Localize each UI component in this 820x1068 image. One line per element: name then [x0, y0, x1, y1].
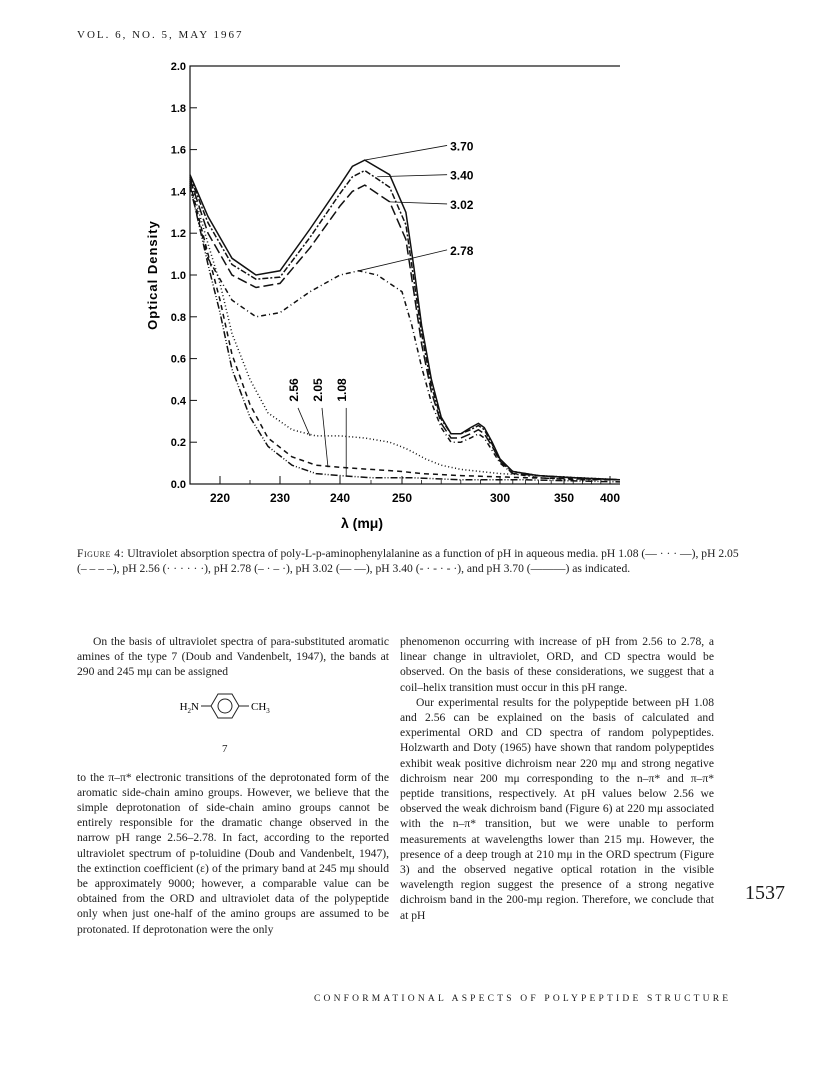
y-tick-label: 1.4: [170, 186, 186, 199]
y-tick-label: 1.8: [170, 102, 186, 115]
series-line-ph-3-40: [190, 168, 620, 480]
y-tick-label: 0.4: [170, 395, 186, 408]
structure-right-group: $CH_3$: [251, 700, 270, 715]
series-label-ph-2-05: 2.05: [311, 378, 325, 402]
series-label-ph-3-02: 3.02: [450, 197, 474, 212]
structure-left-group: $H_2N$: [179, 700, 199, 715]
plot-frame: [190, 66, 620, 484]
label-leader: [377, 175, 447, 177]
label-leader: [322, 408, 328, 467]
caption-text: Ultraviolet absorption spectra of poly-L-p-aminophenylalanine as a function of pH in aqueous media. pH 1.08 (— · · · —), pH 2.05 (– – – –), pH 2.56 (· · · · · ·), pH 2.78 (– · – ·), pH 3.02 (— —), pH 3.40 (- · - · - ·), and pH 3.70 (———) as indicated.: [77, 547, 739, 575]
structure-number: 7: [222, 742, 228, 755]
y-tick-label: 0.8: [170, 311, 186, 324]
x-tick-label: 400: [599, 491, 620, 505]
y-tick-label: 0.6: [170, 353, 186, 366]
x-tick-label: 240: [329, 491, 351, 505]
right-column: [400, 634, 714, 923]
series-label-ph-2-56: 2.56: [287, 378, 301, 402]
x-axis-label: λ (mμ): [340, 515, 384, 531]
x-tick-label: 300: [489, 491, 511, 505]
y-axis-label: Optical Density: [145, 220, 160, 330]
structure-7: [77, 684, 389, 768]
left-column: [77, 634, 389, 937]
series-label-ph-3-70: 3.70: [450, 139, 474, 154]
series-line-ph-2-78: [190, 187, 620, 480]
label-leader: [365, 145, 447, 160]
x-tick-label: 350: [553, 491, 575, 505]
right-paragraph-2: Our experimental results for the polypeptide between pH 1.08 and 2.56 can be explained on the basis of calculated and experimental ORD and CD spectra of random polypeptides. Holzwarth and Doty (1965) have shown that random polypeptides exhibit weak positive dichroism near 220 mμ and strong negative dichroism near 200 mμ corresponding to the n–π* and π–π* peptide transitions, respectively. At pH values below 2.56 we observed the weak dichroism band (Figure 6) at 220 mμ associated with the n–π* transition, but we were unable to perform measurements at wavelengths lower than 215 mμ. However, the presence of a deep trough at 210 mμ in the ORD spectrum (Figure 3) and the observed negative optical rotation in the visible wavelength region suggest the presence of a strong negative dichroism band in the 200-mμ region. Therefore, we conclude that at pH: [400, 695, 714, 922]
left-paragraph-1: On the basis of ultraviolet spectra of para-substituted aromatic amines of the type 7 (Doub and Vandenbelt, 1947), the bands at 290 and 245 mμ can be assigned: [77, 635, 389, 679]
series-line-ph-2-05: [190, 183, 620, 480]
running-foot: CONFORMATIONAL ASPECTS OF POLYPEPTIDE STRUCTURE: [314, 994, 732, 1004]
uv-absorption-chart: [140, 58, 620, 538]
caption-label: Figure 4:: [77, 547, 125, 560]
x-tick-label: 230: [269, 491, 291, 505]
y-tick-label: 2.0: [170, 61, 186, 73]
series-line-ph-3-70: [190, 160, 620, 480]
y-tick-label: 0.0: [170, 479, 186, 491]
series-line-ph-2-56: [190, 181, 620, 480]
series-label-ph-2-78: 2.78: [450, 243, 474, 258]
label-leader: [390, 202, 447, 204]
running-head: VOL. 6, NO. 5, MAY 1967: [77, 29, 244, 41]
x-tick-label: 250: [391, 491, 413, 505]
y-tick-label: 1.0: [170, 270, 186, 282]
label-leader: [359, 250, 447, 271]
y-tick-label: 1.2: [170, 228, 186, 241]
right-paragraph-1: phenomenon occurring with increase of pH from 2.56 to 2.78, a linear change in ultraviolet, ORD, and CD spectra would be observed. On the basis of these considerations, we suggest that a coil–helix transition must occur in this pH range.: [400, 635, 714, 694]
label-leader: [298, 408, 310, 436]
figure-caption: [77, 546, 745, 576]
series-line-ph-1-08: [190, 185, 620, 482]
y-tick-label: 0.2: [170, 437, 186, 450]
page-number: 1537: [745, 882, 785, 904]
left-paragraph-2: to the π–π* electronic transitions of the deprotonated form of the aromatic side-chain amino groups. However, we believe that the simple deprotonation of side-chain amino groups cannot be entirely responsible for the dramatic change observed in the narrow pH range 2.56–2.78. In fact, according to the reported ultraviolet spectrum of p-toluidine (Doub and Vandenbelt, 1947), the extinction coefficient (ε) of the primary band at 245 mμ should be approximately 9000; however, a comparable value can be obtained from the ORD and ultraviolet data of the polypeptide only when just one-half of the amino groups are assumed to be protonated. If deprotonation were the only: [77, 770, 389, 936]
p-toluidine-structure-diagram: [77, 684, 389, 768]
x-tick-label: 220: [209, 491, 231, 505]
y-tick-label: 1.6: [170, 144, 186, 157]
figure-4: [140, 58, 620, 543]
series-label-ph-3-40: 3.40: [450, 168, 474, 183]
series-label-ph-1-08: 1.08: [335, 378, 350, 402]
